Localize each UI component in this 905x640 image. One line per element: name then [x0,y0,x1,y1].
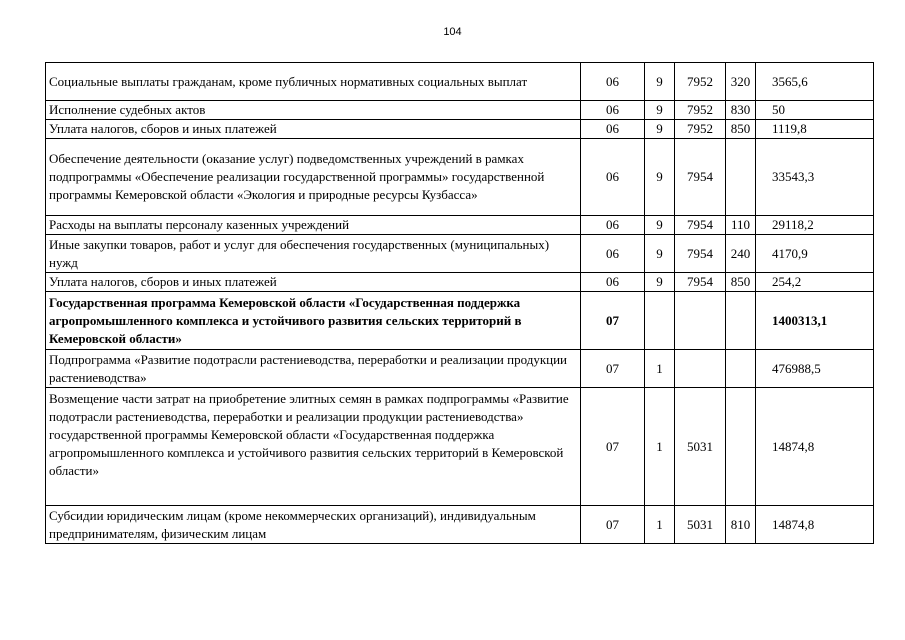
row-name: Иные закупки товаров, работ и услуг для обеспечения государственных (муниципальных) нужд [46,235,581,273]
section-code: 06 [581,139,645,216]
amount: 1119,8 [756,120,874,139]
target-article-code: 5031 [675,388,726,506]
table-row [46,388,874,506]
section-code: 06 [581,216,645,235]
row-name: Государственная программа Кемеровской области «Государственная поддержка агропромышленного комплекса и устойчивого развития сельских территорий в Кемеровской области» [46,292,581,350]
expense-type-code: 830 [726,101,756,120]
subprogram-code: 9 [645,235,675,273]
section-code: 07 [581,388,645,506]
expense-type-code: 110 [726,216,756,235]
table-row [46,292,874,350]
expense-type-code: 850 [726,120,756,139]
section-code: 06 [581,235,645,273]
row-name: Уплата налогов, сборов и иных платежей [46,273,581,292]
expense-type-code [726,388,756,506]
amount: 33543,3 [756,139,874,216]
row-name: Подпрограмма «Развитие подотрасли растениеводства, переработки и реализации продукции растениеводства» [46,350,581,388]
table-row [46,139,874,216]
row-name: Уплата налогов, сборов и иных платежей [46,120,581,139]
subprogram-code: 1 [645,388,675,506]
row-name: Расходы на выплаты персоналу казенных учреждений [46,216,581,235]
page-number: 104 [443,26,462,38]
subprogram-code: 1 [645,506,675,544]
section-code: 06 [581,120,645,139]
subprogram-code [645,292,675,350]
target-article-code [675,350,726,388]
row-name [46,388,581,506]
budget-table [45,62,874,544]
amount: 14874,8 [756,388,874,506]
expense-type-code [726,350,756,388]
target-article-code: 7954 [675,235,726,273]
amount: 254,2 [756,273,874,292]
subprogram-code: 9 [645,120,675,139]
table-row [46,101,874,120]
expense-type-code [726,292,756,350]
table-row [46,235,874,273]
subprogram-code: 9 [645,101,675,120]
target-article-code: 7954 [675,139,726,216]
expense-type-code [726,139,756,216]
amount: 29118,2 [756,216,874,235]
subprogram-code: 9 [645,273,675,292]
target-article-code: 7954 [675,273,726,292]
amount: 476988,5 [756,350,874,388]
amount: 4170,9 [756,235,874,273]
row-name: Исполнение судебных актов [46,101,581,120]
table-row [46,350,874,388]
section-code: 07 [581,350,645,388]
subprogram-code: 9 [645,216,675,235]
row-name-text: Возмещение части затрат на приобретение элитных семян в рамках подпрограммы «Развитие подотрасли растениеводства, переработки и реализации продукции растениеводства» государственной программы Кемеровской области «Государственная поддержка агропромышленного комплекса и устойчивого развития сельских территорий в Кемеровской области» [49,391,569,478]
table-row [46,216,874,235]
section-code: 07 [581,292,645,350]
row-name: Обеспечение деятельности (оказание услуг) подведомственных учреждений в рамках подпрограммы «Обеспечение реализации государственной программы» государственной программы Кемеровской области «Экология и природные ресурсы Кузбасса» [46,139,581,216]
table-row [46,63,874,101]
target-article-code: 7952 [675,101,726,120]
target-article-code: 7952 [675,120,726,139]
target-article-code: 7952 [675,63,726,101]
target-article-code: 5031 [675,506,726,544]
amount: 1400313,1 [756,292,874,350]
amount: 50 [756,101,874,120]
section-code: 06 [581,63,645,101]
table-row [46,120,874,139]
target-article-code: 7954 [675,216,726,235]
table-row [46,506,874,544]
row-name: Социальные выплаты гражданам, кроме публичных нормативных социальных выплат [46,63,581,101]
expense-type-code: 850 [726,273,756,292]
expense-type-code: 240 [726,235,756,273]
section-code: 06 [581,101,645,120]
subprogram-code: 9 [645,63,675,101]
expense-type-code: 320 [726,63,756,101]
section-code: 07 [581,506,645,544]
amount: 14874,8 [756,506,874,544]
subprogram-code: 9 [645,139,675,216]
expense-type-code: 810 [726,506,756,544]
section-code: 06 [581,273,645,292]
table-row [46,273,874,292]
amount: 3565,6 [756,63,874,101]
row-name: Субсидии юридическим лицам (кроме некоммерческих организаций), индивидуальным предпринимателям, физическим лицам [46,506,581,544]
subprogram-code: 1 [645,350,675,388]
target-article-code [675,292,726,350]
